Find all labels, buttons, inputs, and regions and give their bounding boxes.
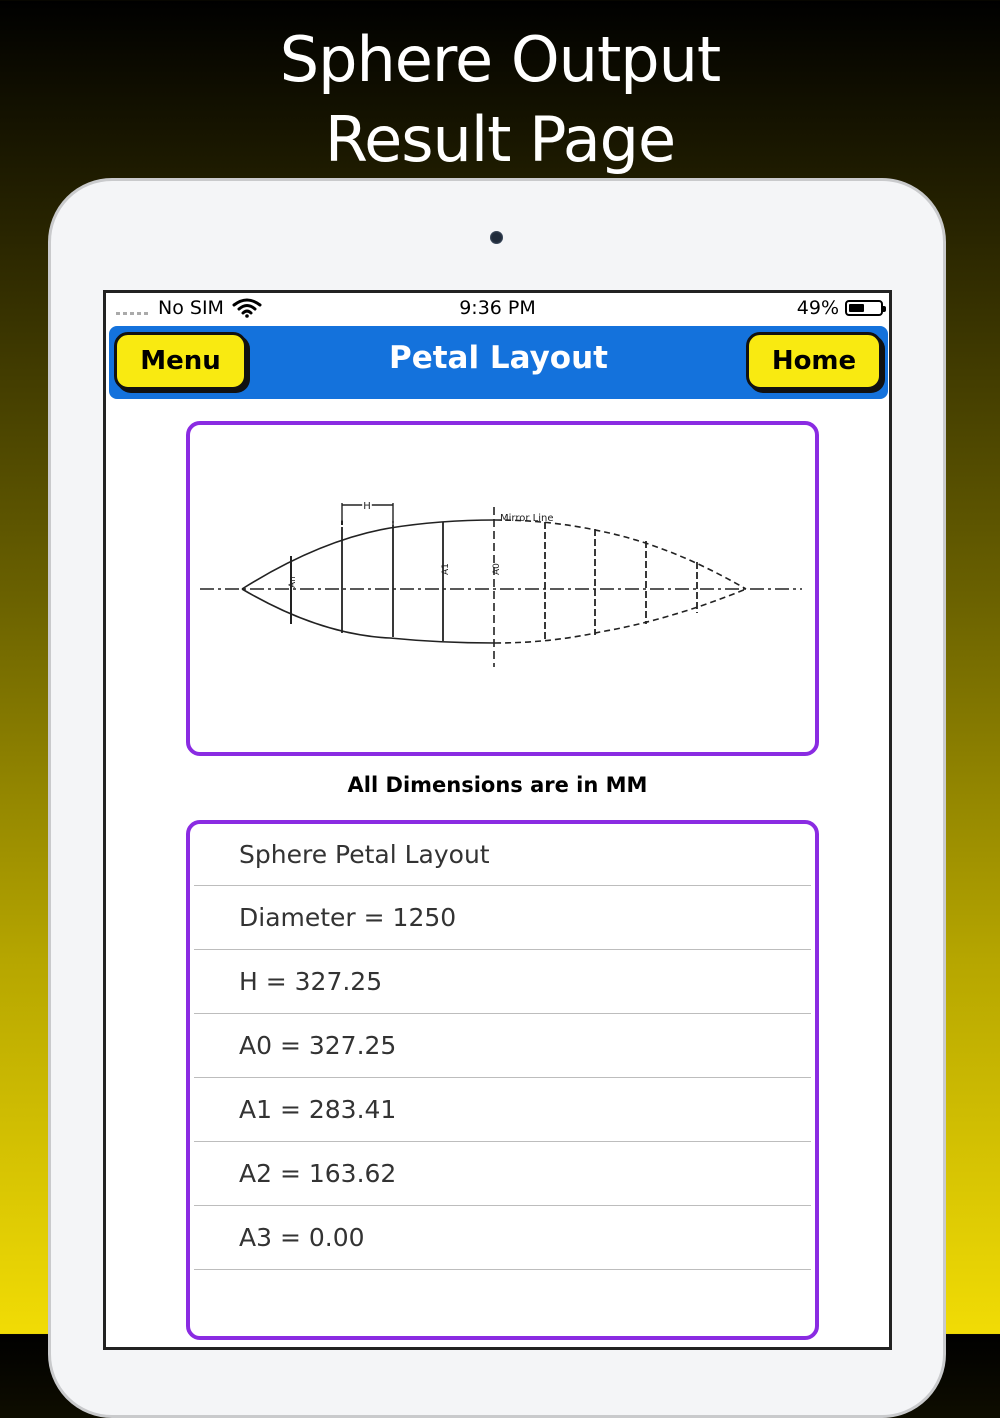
status-bar <box>106 293 889 325</box>
camera-icon <box>490 231 503 244</box>
diagram-label-mirror-line: Mirror Line <box>500 513 554 524</box>
promo-title <box>0 20 1000 180</box>
menu-button[interactable]: Menu <box>114 332 247 390</box>
diagram-label-a1: A1 <box>441 563 451 575</box>
list-item: A1 = 283.41 <box>194 1078 811 1142</box>
battery-icon <box>845 300 883 316</box>
petal-diagram-panel <box>186 421 819 756</box>
status-time: 9:36 PM <box>459 297 536 319</box>
diagram-label-h: H <box>363 501 371 512</box>
diagram-label-a0: A0 <box>492 563 502 575</box>
list-item: A0 = 327.25 <box>194 1014 811 1078</box>
dimension-note: All Dimensions are in MM <box>347 773 648 797</box>
promo-title-line1: Sphere Output <box>279 23 721 96</box>
diagram-label-an: An <box>288 576 298 588</box>
list-item: Diameter = 1250 <box>194 886 811 950</box>
petal-layout-diagram <box>190 425 815 752</box>
app-screen <box>103 290 892 1350</box>
nav-bar <box>109 326 888 399</box>
list-item: H = 327.25 <box>194 950 811 1014</box>
list-item: A2 = 163.62 <box>194 1142 811 1206</box>
carrier-label: No SIM <box>158 297 224 319</box>
results-list <box>186 820 819 1340</box>
page-title: Petal Layout <box>388 340 608 376</box>
battery-percent: 49% <box>796 297 839 319</box>
promo-title-line2: Result Page <box>324 103 676 176</box>
list-item: Sphere Petal Layout <box>194 824 811 886</box>
list-item: A3 = 0.00 <box>194 1206 811 1270</box>
home-button[interactable]: Home <box>746 332 882 390</box>
